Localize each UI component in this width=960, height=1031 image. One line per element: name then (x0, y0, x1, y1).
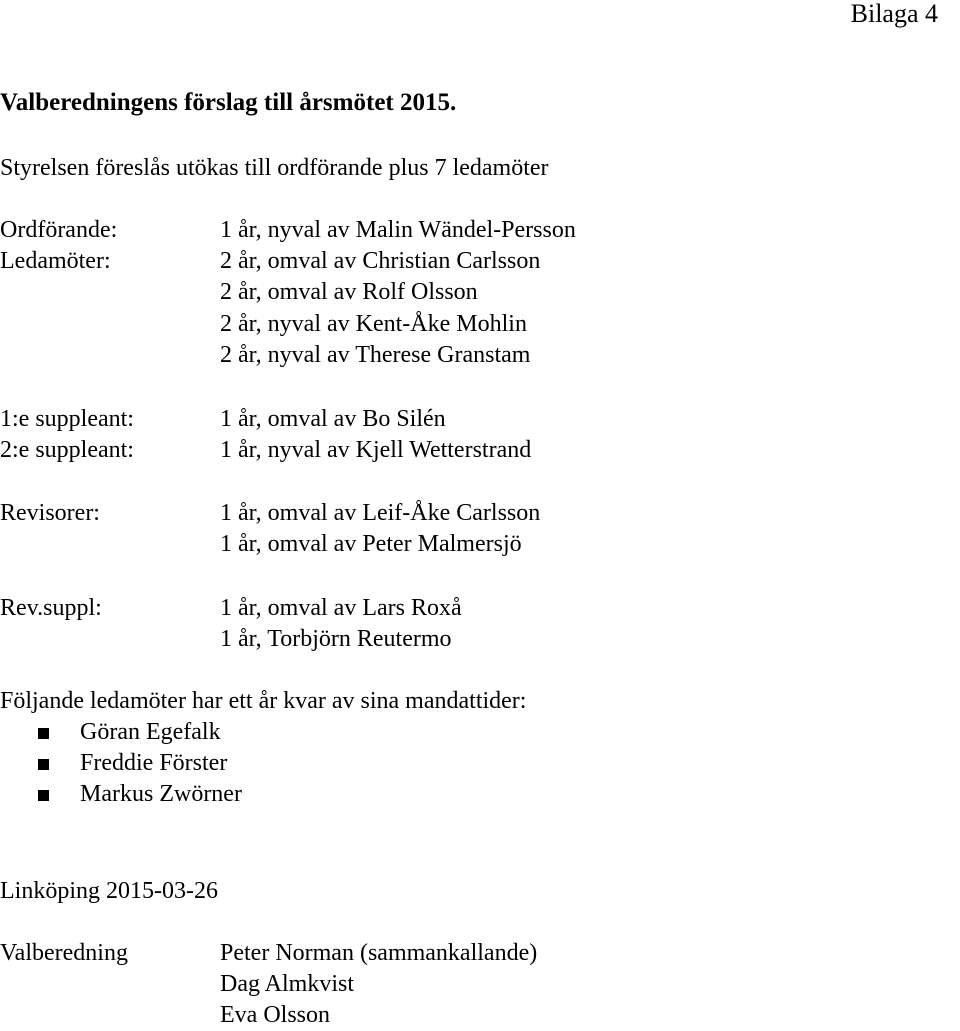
square-bullet-icon (38, 790, 49, 801)
auditor-substitute-row: 1 år, omval av Lars Roxå (220, 595, 462, 621)
member-row: 2 år, omval av Rolf Olsson (220, 279, 478, 305)
square-bullet-icon (38, 728, 49, 739)
member-row: 2 år, nyval av Therese Granstam (220, 342, 531, 368)
remaining-name: Freddie Förster (80, 750, 228, 776)
substitute1-value: 1 år, omval av Bo Silén (220, 406, 446, 432)
substitute2-value: 1 år, nyval av Kjell Wetterstrand (220, 437, 532, 463)
auditor-substitute-row: 1 år, Torbjörn Reutermo (220, 626, 452, 652)
intro-text: Styrelsen föreslås utökas till ordförande plus 7 ledamöter (0, 155, 549, 181)
committee-member: Dag Almkvist (220, 971, 355, 997)
member-row: 2 år, omval av Christian Carlsson (220, 248, 541, 274)
annex-label: Bilaga 4 (850, 0, 938, 28)
auditor-row: 1 år, omval av Leif-Åke Carlsson (220, 500, 541, 526)
document-title: Valberedningens förslag till årsmötet 2015. (0, 89, 457, 116)
remaining-name: Markus Zwörner (80, 781, 242, 807)
auditors-label: Revisorer: (0, 500, 100, 526)
substitute1-label: 1:e suppleant: (0, 406, 134, 432)
remaining-list (0, 717, 242, 810)
remaining-name: Göran Egefalk (80, 719, 221, 745)
square-bullet-icon (38, 759, 49, 770)
chair-value: 1 år, nyval av Malin Wändel-Persson (220, 217, 576, 243)
chair-label: Ordförande: (0, 217, 118, 243)
list-item (0, 779, 242, 810)
list-item (0, 717, 242, 748)
substitute2-label: 2:e suppleant: (0, 437, 134, 463)
committee-label: Valberedning (0, 940, 128, 966)
members-label: Ledamöter: (0, 248, 111, 274)
auditor-row: 1 år, omval av Peter Malmersjö (220, 531, 522, 557)
auditor-substitute-label: Rev.suppl: (0, 595, 102, 621)
committee-member: Peter Norman (sammankallande) (220, 940, 538, 966)
committee-member: Eva Olsson (220, 1002, 330, 1028)
member-row: 2 år, nyval av Kent-Åke Mohlin (220, 311, 527, 337)
list-item (0, 748, 242, 779)
remaining-heading: Följande ledamöter har ett år kvar av sina mandattider: (0, 688, 527, 714)
place-date: Linköping 2015-03-26 (0, 878, 218, 904)
